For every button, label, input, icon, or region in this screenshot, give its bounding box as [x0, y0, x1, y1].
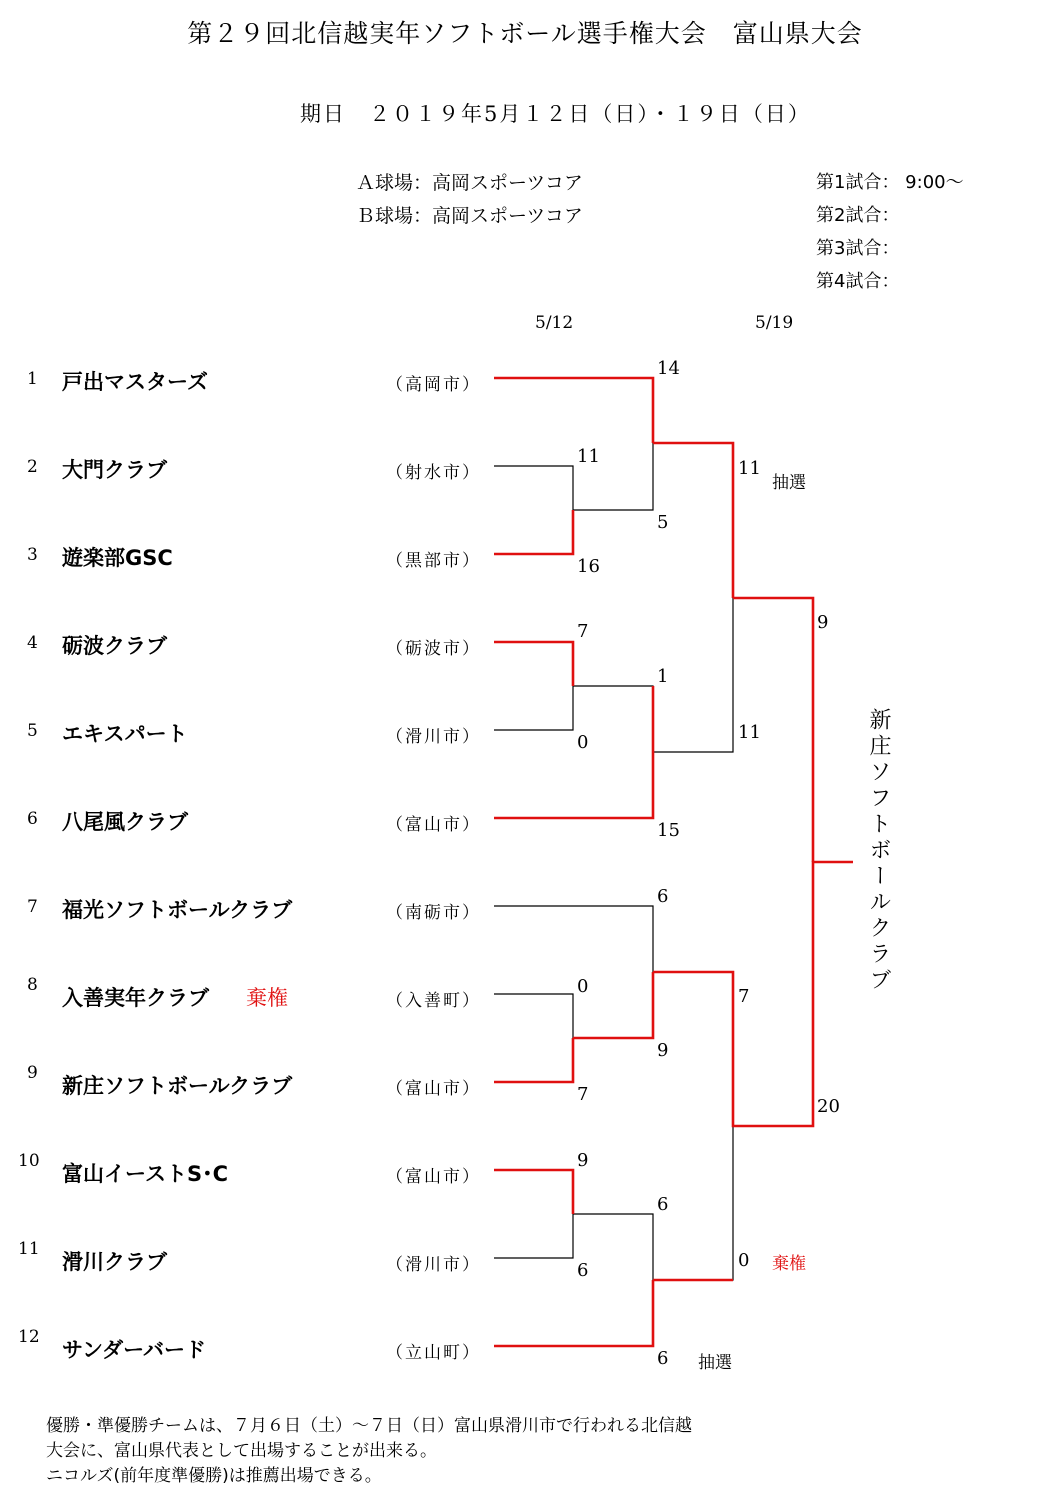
team-city: （入善町）: [386, 991, 481, 1011]
score: 6: [657, 1194, 669, 1215]
team-city: （南砺市）: [386, 903, 481, 923]
score: 1: [657, 666, 669, 687]
score: 0: [738, 1250, 750, 1271]
bracket-line-win: [494, 642, 573, 686]
team-name: 砺波クラブ: [62, 634, 167, 658]
bracket-line: [494, 686, 573, 730]
venue-b: Ｂ球場：高岡スポーツコア: [356, 205, 583, 227]
team-name: 入善実年クラブ: [62, 986, 209, 1010]
page-title: 第２９回北信越実年ソフトボール選手権大会 富山県大会: [187, 19, 863, 48]
team-name: 大門クラブ: [62, 458, 167, 482]
score: 0: [577, 976, 589, 997]
score: 9: [577, 1150, 589, 1171]
team-city: （高岡市）: [386, 375, 481, 395]
score: 16: [577, 556, 600, 577]
bracket-line: [494, 1214, 573, 1258]
lottery-note: 抽選: [772, 473, 806, 493]
bracket-line: [494, 994, 573, 1038]
team-name: 新庄ソフトボールクラブ: [62, 1074, 293, 1098]
bracket-line-win: [494, 1170, 573, 1214]
team-name: エキスパート: [62, 722, 188, 746]
score: 15: [657, 820, 680, 841]
score: 9: [817, 612, 829, 633]
score: 9: [657, 1040, 669, 1061]
event-date: 期日 ２０１９年5月１２日（日）・１９日（日）: [300, 102, 811, 126]
team-name: サンダーバード: [62, 1338, 207, 1362]
score: 5: [657, 512, 669, 533]
bracket-lines-lose: [494, 443, 813, 1280]
score: 6: [577, 1260, 589, 1281]
team-city: （滑川市）: [386, 1255, 481, 1275]
seed-number: 9: [27, 1063, 38, 1083]
seed-number: 11: [18, 1239, 40, 1259]
score: 7: [738, 986, 750, 1007]
seed-number: 3: [27, 545, 38, 565]
team-name: 八尾風クラブ: [62, 810, 188, 834]
footer-notes: [46, 1414, 692, 1489]
schedule-game-2: 第2試合：: [816, 205, 900, 226]
bracket-line: [494, 466, 573, 510]
score: 6: [657, 1348, 669, 1369]
round-date-1: 5/12: [535, 313, 574, 333]
team-city: （滑川市）: [386, 727, 481, 747]
schedule-game-1: 第1試合： 9:00～: [816, 172, 964, 193]
score: 11: [738, 722, 761, 743]
score: 7: [577, 1084, 589, 1105]
score: 11: [738, 458, 761, 479]
schedule-game-3: 第3試合：: [816, 238, 900, 259]
team-city: （富山市）: [386, 1167, 481, 1187]
lottery-note: 抽選: [698, 1353, 732, 1373]
schedule-game-4: 第4試合：: [816, 271, 900, 292]
team-name: 富山イーストS･C: [62, 1162, 228, 1186]
seed-number: 4: [27, 633, 38, 653]
score: 14: [657, 358, 680, 379]
seed-number: 7: [27, 897, 38, 917]
bracket-line-win: [494, 378, 653, 443]
team-city: （黒部市）: [386, 551, 481, 571]
score: 11: [577, 446, 600, 467]
seed-number: 8: [27, 975, 38, 995]
bracket-line-win: [653, 862, 853, 1126]
round-date-2: 5/19: [755, 313, 794, 333]
footer-line: 大会に、富山県代表として出場することが出来る。: [46, 1441, 437, 1461]
seed-number: 2: [27, 457, 38, 477]
team-city: （富山市）: [386, 1079, 481, 1099]
score: 0: [577, 732, 589, 753]
bracket-line-win: [494, 1280, 653, 1346]
seed-number: 1: [27, 369, 38, 389]
team-name: 滑川クラブ: [62, 1250, 167, 1274]
team-city: （射水市）: [386, 463, 481, 483]
team-name: 福光ソフトボールクラブ: [62, 898, 293, 922]
seed-number: 10: [18, 1151, 40, 1171]
team-name: 戸出マスターズ: [62, 370, 208, 394]
bracket-line-win: [494, 510, 573, 554]
venue-a: Ａ球場：高岡スポーツコア: [356, 172, 583, 194]
team-city: （立山町）: [386, 1343, 481, 1363]
score: 7: [577, 621, 589, 642]
footer-line: 優勝・準優勝チームは、７月６日（土）～７日（日）富山県滑川市で行われる北信越: [46, 1416, 692, 1436]
team-city: （砺波市）: [386, 639, 481, 659]
seed-number: 6: [27, 809, 38, 829]
bracket-line: [494, 906, 653, 972]
forfeit-label: 棄権: [246, 986, 288, 1010]
seed-number: 12: [18, 1327, 40, 1347]
seed-number: 5: [27, 721, 38, 741]
bracket-lines-win: [494, 378, 853, 1346]
team-city: （富山市）: [386, 815, 481, 835]
footer-line: ニコルズ(前年度準優勝)は推薦出場できる。: [46, 1466, 382, 1486]
forfeit-note: 棄権: [772, 1254, 806, 1274]
score: 20: [817, 1096, 840, 1117]
team-name: 遊楽部GSC: [62, 546, 173, 570]
champion-name: 新庄ソフトボールクラブ: [866, 708, 891, 994]
bracket-line-win: [494, 1038, 573, 1082]
score: 6: [657, 886, 669, 907]
bracket-line-win: [494, 752, 653, 818]
